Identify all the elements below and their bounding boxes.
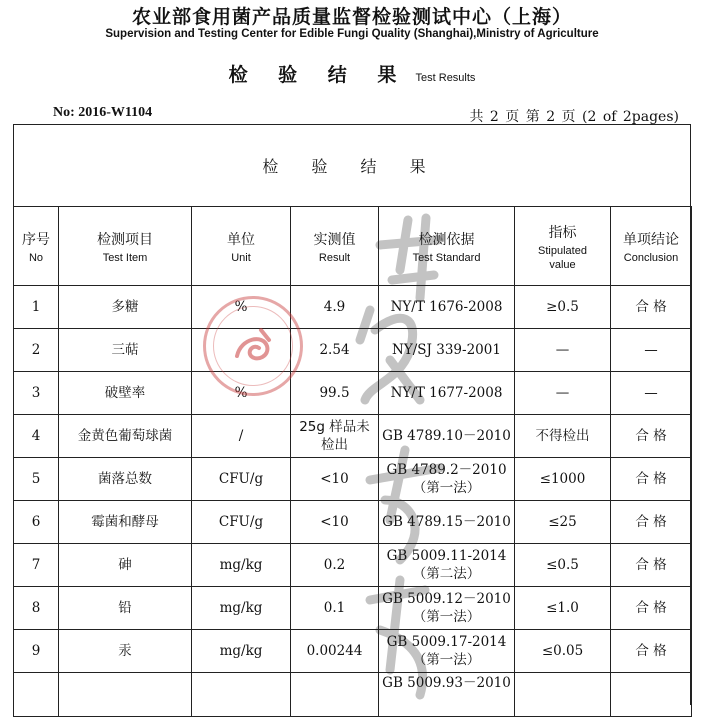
cell-standard	[379, 501, 515, 544]
cell-conclusion: —	[611, 329, 692, 372]
cell-standard	[379, 587, 515, 630]
cell-test-item: 砷	[59, 544, 192, 587]
cell-result: 4.9	[291, 286, 379, 329]
page-title-cn: 检 验 结 果	[228, 64, 409, 86]
col-header-cn: 检测项目	[97, 231, 153, 248]
col-header-result	[291, 207, 379, 286]
cell-test-item: 铅	[59, 587, 192, 630]
cell-unit: /	[192, 415, 291, 458]
standard-line: GB 4789.10－2010	[382, 428, 511, 444]
cell-standard	[379, 544, 515, 587]
table-row	[14, 372, 692, 415]
cell-conclusion: 合 格	[611, 458, 692, 501]
cell-conclusion: 合 格	[611, 415, 692, 458]
cell-no	[14, 673, 59, 717]
table-row	[14, 673, 692, 717]
cell-test-item: 菌落总数	[59, 458, 192, 501]
cell-unit: CFU/g	[192, 458, 291, 501]
results-table	[13, 206, 692, 717]
table-row	[14, 587, 692, 630]
table-row	[14, 286, 692, 329]
page-indicator: 共 2 页 第 2 页 (2 of 2pages)	[469, 109, 679, 125]
cell-result: 25g 样品未检出	[291, 415, 379, 458]
cell-no: 6	[14, 501, 59, 544]
cell-no: 1	[14, 286, 59, 329]
table-row	[14, 501, 692, 544]
col-header-test-item	[59, 207, 192, 286]
cell-stipulated-value: —	[515, 372, 611, 415]
col-header-cn: 检测依据	[418, 231, 475, 248]
cell-no: 3	[14, 372, 59, 415]
cell-test-item: 破壁率	[59, 372, 192, 415]
section-title: 检 验 结 果	[262, 156, 440, 176]
cell-result	[291, 673, 379, 717]
cell-no: 9	[14, 630, 59, 673]
table-row	[14, 458, 692, 501]
standard-line: GB 5009.17-2014	[386, 634, 507, 650]
cell-unit: mg/kg	[192, 630, 291, 673]
cell-unit: %	[192, 372, 291, 415]
cell-standard	[379, 415, 515, 458]
cell-test-item: 汞	[59, 630, 192, 673]
cell-conclusion: 合 格	[611, 501, 692, 544]
cell-test-item: 多糖	[59, 286, 192, 329]
col-header-cn: 单项结论	[623, 231, 679, 248]
table-row	[14, 329, 692, 372]
cell-no: 2	[14, 329, 59, 372]
org-name-en: Supervision and Testing Center for Edible Fungi Quality (Shanghai),Ministry of Agriculture	[105, 28, 599, 40]
page-title-en: Test Results	[415, 72, 476, 84]
col-header-test-standard	[379, 207, 515, 286]
cell-standard	[379, 372, 515, 415]
col-header-en: Result	[318, 251, 351, 264]
standard-line: GB 5009.12－2010	[382, 591, 511, 607]
cell-conclusion: 合 格	[611, 587, 692, 630]
standard-line: GB 4789.15－2010	[382, 514, 511, 530]
cell-unit: %	[192, 286, 291, 329]
cell-stipulated-value: ≥0.5	[515, 286, 611, 329]
cell-stipulated-value: ≤25	[515, 501, 611, 544]
col-header-en: Conclusion	[623, 251, 679, 264]
cell-test-item: 金黄色葡萄球菌	[59, 415, 192, 458]
page-title	[0, 60, 704, 87]
cell-result: 0.00244	[291, 630, 379, 673]
col-header-en: Stipulated	[538, 244, 587, 257]
cell-test-item	[59, 673, 192, 717]
standard-line: NY/SJ 339-2001	[392, 342, 501, 358]
cell-no: 8	[14, 587, 59, 630]
cell-result: <10	[291, 501, 379, 544]
cell-stipulated-value: —	[515, 329, 611, 372]
cell-conclusion: 合 格	[611, 544, 692, 587]
cell-result: 2.54	[291, 329, 379, 372]
cell-standard	[379, 630, 515, 673]
col-header-en: Test Item	[102, 251, 148, 264]
cell-standard	[379, 329, 515, 372]
cell-result: 0.2	[291, 544, 379, 587]
col-header-en: Test Standard	[412, 251, 481, 264]
cell-test-item: 三萜	[59, 329, 192, 372]
cell-test-item: 霉菌和酵母	[59, 501, 192, 544]
table-row	[14, 544, 692, 587]
cell-unit: CFU/g	[192, 501, 291, 544]
table-row	[14, 630, 692, 673]
col-header-en: Unit	[231, 251, 251, 264]
cell-stipulated-value: ≤1.0	[515, 587, 611, 630]
col-header-conclusion	[611, 207, 692, 286]
standard-line: NY/T 1677-2008	[390, 385, 503, 401]
cell-conclusion: 合 格	[611, 286, 692, 329]
standard-line: GB 4789.2－2010	[386, 462, 507, 478]
cell-no: 7	[14, 544, 59, 587]
col-header-en: value	[549, 258, 576, 271]
col-header-stipulated-value	[515, 207, 611, 286]
cell-result: 99.5	[291, 372, 379, 415]
standard-method: （第一法）	[412, 480, 481, 496]
standard-method: （第一法）	[412, 652, 481, 668]
cell-stipulated-value: ≤1000	[515, 458, 611, 501]
col-header-cn: 序号	[22, 231, 50, 248]
standard-line: GB 5009.93－2010	[382, 675, 511, 691]
cell-no: 5	[14, 458, 59, 501]
cell-unit	[192, 329, 291, 372]
standard-method: （第一法）	[412, 609, 481, 625]
standard-line: GB 5009.11-2014	[386, 548, 507, 564]
cell-result: <10	[291, 458, 379, 501]
cell-conclusion: —	[611, 372, 692, 415]
standard-line: NY/T 1676-2008	[390, 299, 503, 315]
cell-unit: mg/kg	[192, 544, 291, 587]
cell-conclusion: 合 格	[611, 630, 692, 673]
col-header-no	[14, 207, 59, 286]
org-name-cn: 农业部食用菌产品质量监督检验测试中心（上海）	[131, 6, 572, 28]
cell-standard	[379, 458, 515, 501]
cell-standard	[379, 286, 515, 329]
col-header-en: No	[28, 251, 44, 264]
col-header-cn: 实测值	[313, 231, 356, 248]
cell-stipulated-value: ≤0.5	[515, 544, 611, 587]
cell-unit	[192, 673, 291, 717]
cell-no: 4	[14, 415, 59, 458]
cell-standard	[379, 673, 515, 717]
cell-stipulated-value	[515, 673, 611, 717]
col-header-cn: 指标	[548, 224, 577, 241]
cell-result: 0.1	[291, 587, 379, 630]
report-number: No: 2016-W1104	[53, 105, 153, 120]
cell-unit: mg/kg	[192, 587, 291, 630]
col-header-unit	[192, 207, 291, 286]
table-header-row	[14, 207, 692, 286]
col-header-cn: 单位	[227, 231, 255, 248]
table-row	[14, 415, 692, 458]
standard-method: （第二法）	[412, 566, 481, 582]
cell-conclusion	[611, 673, 692, 717]
cell-stipulated-value: ≤0.05	[515, 630, 611, 673]
cell-stipulated-value: 不得检出	[515, 415, 611, 458]
